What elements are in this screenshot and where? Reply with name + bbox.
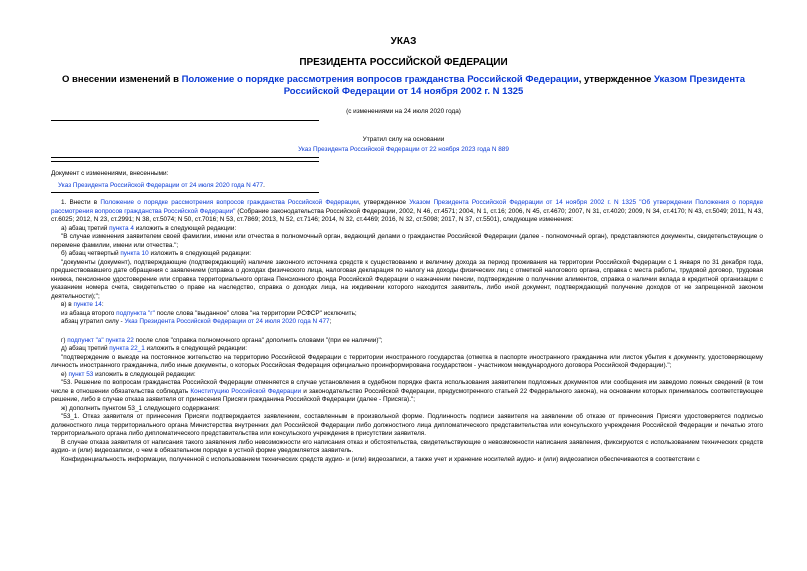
text: из абзаца второго bbox=[61, 309, 117, 317]
link-item-22-1[interactable]: пункта 22_1 bbox=[109, 345, 145, 352]
paragraph-confidentiality: Конфиденциальность информации, полученной с использованием технических средств аудио- и (или) видеозаписи, а также учет и хранение носителей аудио- и (или) видеозаписи обеспечиваются в соответствии с bbox=[61, 455, 700, 463]
item-b-quote: "документы (документ), подтверждающие (подтверждающий) наличие законного источника средств к существованию и величину дохода за период проживания на территории Российской Федерации с 1 января по 31 декабря года, предшествовавшего дате обращения с заявлением (справка о доходах физического лица, налоговая декларация по налогу на доходы физических лиц с отметкой налогового органа, справка с места работы, трудовой договор, трудовая книжка, пенсионное удостоверение или справка территориального органа Пенсионного фонда Российской Федерации о назначении пенсии, подтверждение о получении алиментов, справка о наличии вклада в кредитной организации с указанием номера счета, свидетельство о праве на наследство, справка о доходах лица, на иждивении которого находится заявитель, либо иной документ, подтверждающий получение доходов от не запрещенной законом деятельности);"; bbox=[51, 258, 763, 300]
divider bbox=[51, 120, 319, 121]
divider bbox=[51, 157, 319, 158]
item-g bbox=[51, 337, 763, 346]
text: после слова "выданное" слова "на территории РСФСР" исключить; bbox=[154, 309, 357, 317]
item-v-1 bbox=[51, 310, 763, 319]
link-subitem-g[interactable]: подпункта "г" bbox=[116, 309, 155, 317]
subject-link-decree-1325[interactable]: Указом Президента Российской Федерации от 14 ноября 2002 г. N 1325 bbox=[283, 74, 745, 97]
text: е) bbox=[61, 370, 69, 378]
link-decree-1325[interactable]: Указом Президента Российской Федерации от 14 ноября 2002 г. N 1325 "Об утверждении Положения о порядке рассмотрения вопросов гражданства Российской Федерации" bbox=[51, 199, 763, 215]
doc-changes-tail: . bbox=[263, 182, 265, 189]
subject-link-regulation[interactable]: Положение о порядке рассмотрения вопросов гражданства Российской Федерации bbox=[181, 74, 579, 85]
text: изложить в следующей редакции: bbox=[148, 250, 251, 257]
item-v-2 bbox=[51, 318, 763, 327]
link-item-14[interactable]: пункте 14 bbox=[73, 301, 102, 308]
decree-issuer: ПРЕЗИДЕНТА РОССИЙСКОЙ ФЕДЕРАЦИИ bbox=[299, 57, 508, 68]
text: изложить в следующей редакции: bbox=[133, 224, 237, 232]
link-constitution[interactable]: Конституцию Российской Федерации bbox=[190, 387, 302, 395]
item-zh-quote: "53_1. Отказ заявителя от принесения Присяги подтверждается заявлением, составленным в произвольной форме. Подлинность подписи заявителя на заявлении об отказе от принесения Присяги удостоверяется подписью должностного лица территориального органа Министерства внутренних дел Российской Федерации либо должностного лица дипломатического представительства или консульского учреждения Российской Федерации и печатью этого территориального органа либо дипломатического представительства или консульского учреждения в присутствии заявителя. bbox=[51, 413, 763, 437]
text: после слов "справка полномочного органа" дополнить словами "(при ее наличии)"; bbox=[133, 336, 383, 344]
lost-force-label: Утратил силу на основании bbox=[362, 136, 445, 143]
link-decree-477[interactable]: Указ Президента Российской Федерации от 24 июля 2020 года N 477 bbox=[124, 318, 330, 325]
text: (Собрание законодательства Российской Федерации, 2002, N 46, ст.4571; 2004, N 1, ст.16; 2006, N 45, ст.4670; 2007, N 31, ст.4020; 2009, N 34, ст.4170; N 43, ст.5049; 2011, N 43, ст.6025; 2012, N 23, ст.2991; N 38, ст.5074; N 50, ст.7016; N 53, ст.7869; 2013, N 52, ст.7146; 2014, N 32, ст.4469; 2016, N 32, ст.5098; 2017, N 37, ст.5501), следующие изменения: bbox=[51, 207, 763, 223]
paragraph-1 bbox=[51, 199, 763, 225]
link-item-53[interactable]: пункт 53 bbox=[68, 370, 94, 378]
text: г) bbox=[61, 336, 68, 344]
text: изложить в следующей редакции: bbox=[144, 345, 248, 352]
text: в) в bbox=[61, 301, 74, 308]
text: , утвержденное bbox=[358, 199, 410, 206]
subject-text: О внесении изменений в bbox=[61, 74, 182, 85]
text: и законодательство Российской Федерации, предусмотренного статьей 22 Федерального закона), на основании которых принималось соответствующее решение, либо в случае отказа заявителя от принесения Присяги гражданина Российской Федерации (далее - Присяга)."; bbox=[51, 387, 764, 403]
text: д) абзац третий bbox=[61, 345, 110, 352]
text: а) абзац третий bbox=[61, 224, 110, 232]
lost-force-link[interactable]: Указ Президента Российской Федерации от 22 ноября 2023 года N 889 bbox=[298, 146, 509, 153]
item-v bbox=[51, 301, 763, 310]
decree-title: УКАЗ bbox=[390, 36, 417, 47]
text: 1. Внести в bbox=[61, 199, 101, 206]
text: "53. Решение по вопросам гражданства Российской Федерации отменяется в случае установления в судебном порядке факта использования заявителем подложных документов или сообщения им заведомо ложных сведений (в том числе в отношении обязательства соблюдать bbox=[51, 379, 763, 395]
item-e bbox=[51, 371, 763, 380]
text: абзац утратил силу - bbox=[61, 318, 125, 325]
link-item-4[interactable]: пункта 4 bbox=[109, 224, 134, 232]
item-b bbox=[51, 250, 763, 259]
item-zh: ж) дополнить пунктом 53_1 следующего содержания: bbox=[61, 404, 220, 412]
paragraph-refusal: В случае отказа заявителя от написания такого заявления либо невозможности его написания отказ и обстоятельства, свидетельствующие о невозможности написания заявления, фиксируются с использованием технических средств аудио- и (или) видеозаписи, о чем в обязательном порядке в устной форме уведомляется заявитель. bbox=[51, 438, 763, 454]
item-a-quote: "В случае изменения заявителем своей фамилии, имени или отчества в полномочный орган, ведающий делами о гражданстве Российской Федерации (далее - полномочный орган), представляются документы, свидетельствующие о перемене фамилии, имени или отчества."; bbox=[51, 233, 763, 249]
doc-changes-label: Документ с изменениями, внесенными: bbox=[51, 170, 169, 177]
subject-text: , утвержденное bbox=[578, 74, 654, 85]
item-e-quote bbox=[51, 379, 763, 405]
item-d bbox=[51, 345, 763, 354]
text: : bbox=[101, 301, 104, 308]
item-d-quote: "подтверждение о выезде на постоянное жительство на территорию Российской Федерации с территории иностранного государства (отметка в паспорте иностранного гражданина или листок убытия к документу, удостоверяющему личность иностранного гражданина, либо иные документы, о которых Российская Федерация официально проинформирована государством - участником международного договора Российской Федерации)."; bbox=[51, 353, 763, 369]
changes-note: (с изменениями на 24 июля 2020 года) bbox=[346, 108, 461, 115]
link-item-10[interactable]: пункта 10 bbox=[120, 250, 149, 257]
divider bbox=[51, 192, 319, 193]
spacer bbox=[51, 327, 763, 337]
decree-subject bbox=[40, 74, 767, 98]
text: ; bbox=[329, 318, 332, 325]
text: изложить в следующей редакции: bbox=[93, 370, 196, 378]
link-regulation[interactable]: Положение о порядке рассмотрения вопросов гражданства Российской Федерации bbox=[100, 199, 359, 206]
decree-body bbox=[51, 199, 763, 464]
item-a bbox=[51, 225, 763, 234]
doc-changes-line bbox=[58, 182, 265, 191]
doc-changes-link[interactable]: Указ Президента Российской Федерации от 24 июля 2020 года N 477 bbox=[58, 182, 264, 189]
text: б) абзац четвертый bbox=[61, 250, 121, 257]
divider bbox=[51, 161, 319, 162]
link-item-22a[interactable]: подпункт "а" пункта 22 bbox=[67, 336, 134, 344]
